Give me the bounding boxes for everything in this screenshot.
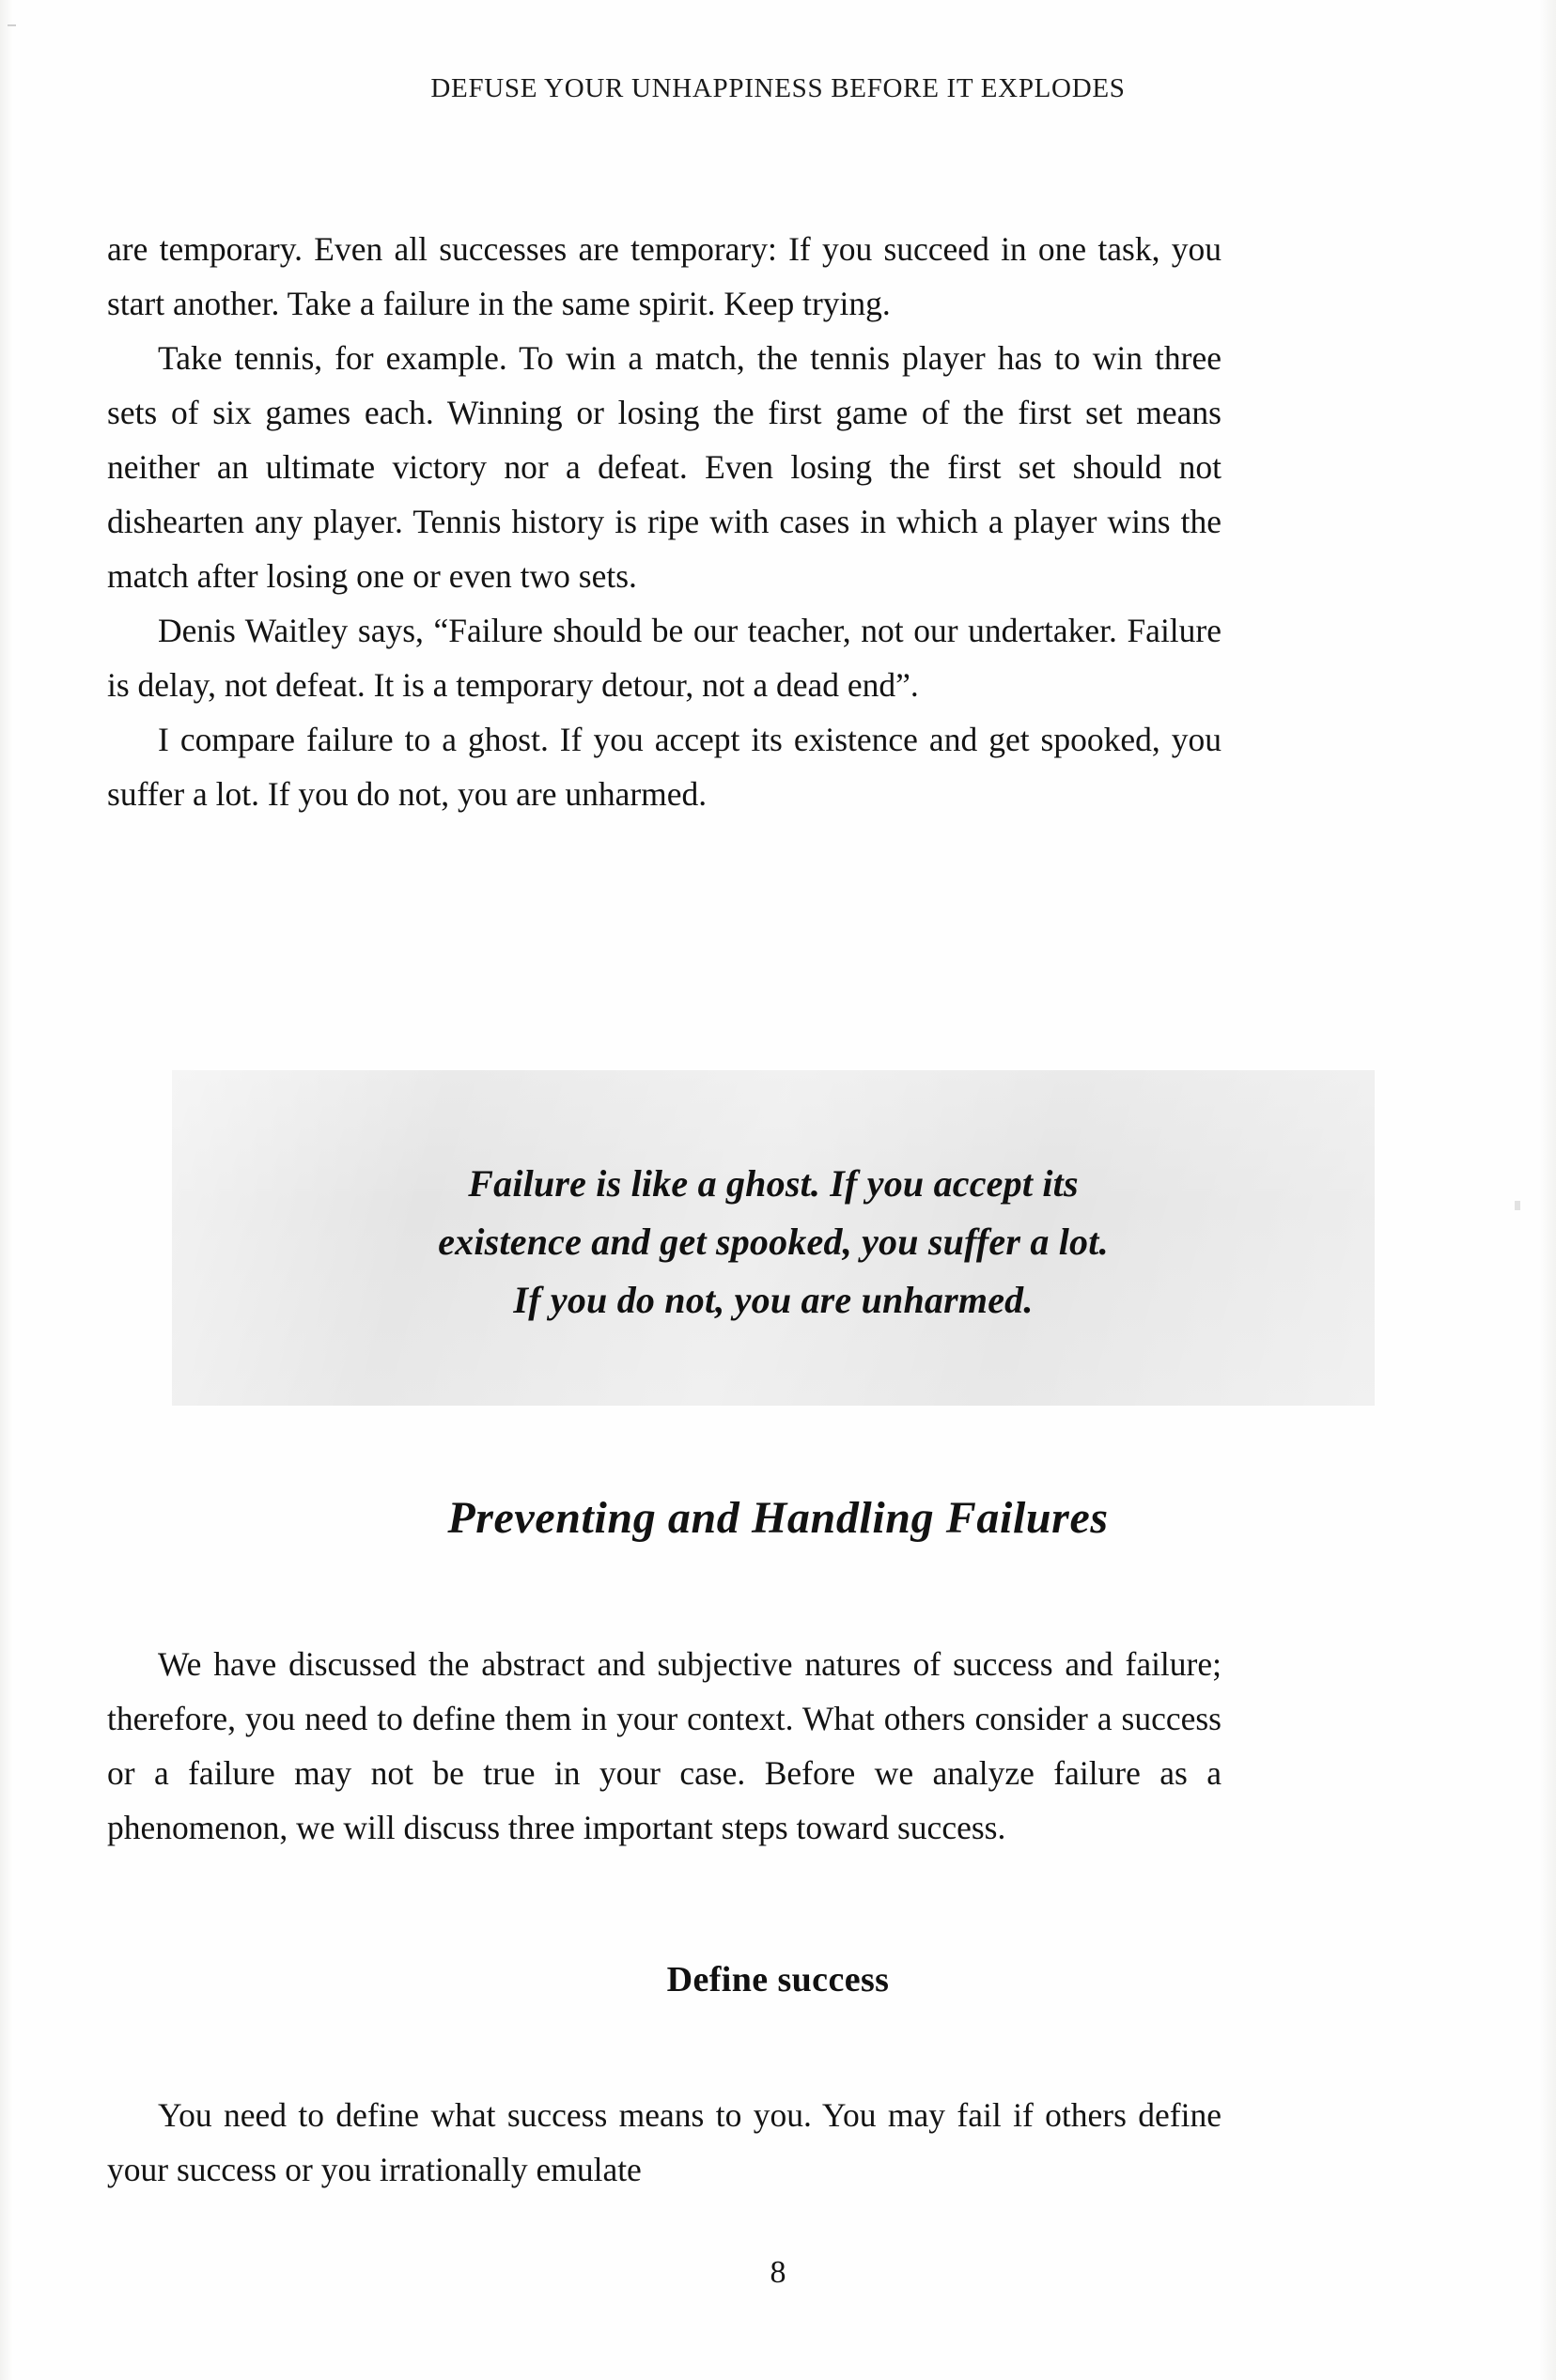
paragraph-ghost: I compare failure to a ghost. If you accept its existence and get spooked, you suffer a lot. If you do not, you are unharmed. bbox=[107, 721, 1221, 813]
running-head: DEFUSE YOUR UNHAPPINESS BEFORE IT EXPLODES bbox=[430, 73, 1126, 103]
scan-edge-artifact-right bbox=[1539, 0, 1556, 2380]
paragraph-define-success: You need to define what success means to you. You may fail if others define your success or you irrationally emulate bbox=[107, 2096, 1221, 2188]
text-column-middle bbox=[107, 1637, 1221, 1855]
paragraph-waitley-quote: Denis Waitley says, “Failure should be our teacher, not our undertaker. Failure is delay, not defeat. It is a temporary detour, not a dead end”. bbox=[107, 612, 1221, 704]
pull-quote-line-3: If you do not, you are unharmed. bbox=[513, 1278, 1034, 1321]
pull-quote-line-2: existence and get spooked, you suffer a lot. bbox=[438, 1220, 1109, 1263]
page-number: 8 bbox=[770, 2255, 786, 2290]
text-column-upper bbox=[107, 222, 1221, 821]
text-column-lower bbox=[107, 2088, 1221, 2197]
subsection-heading: Define success bbox=[666, 1960, 890, 1999]
pull-quote-box bbox=[172, 1070, 1375, 1406]
paragraph-continuation: are temporary. Even all successes are temporary: If you succeed in one task, you start another. Take a failure in the same spirit. Keep trying. bbox=[107, 230, 1221, 322]
pull-quote-line-1: Failure is like a ghost. If you accept its bbox=[468, 1161, 1079, 1205]
scan-edge-artifact-left bbox=[0, 0, 13, 2380]
section-heading: Preventing and Handling Failures bbox=[447, 1493, 1109, 1543]
paragraph-tennis: Take tennis, for example. To win a match, the tennis player has to win three sets of six games each. Winning or losing the first game of the first set means neither an ultimate victory nor a defeat. Even losing the first set should not dishearten any player. Tennis history is ripe with cases in which a player wins the match after losing one or even two sets. bbox=[107, 339, 1221, 595]
pull-quote-text bbox=[172, 1155, 1375, 1330]
scan-speck-top-left bbox=[8, 24, 16, 26]
scan-speck-right bbox=[1515, 1201, 1520, 1210]
paragraph-define-context: We have discussed the abstract and subjective natures of success and failure; therefore, you need to define them in your context. What others consider a success or a failure may not be true in your case. Before we analyze failure as a phenomenon, we will discuss three important steps toward success. bbox=[107, 1645, 1221, 1846]
